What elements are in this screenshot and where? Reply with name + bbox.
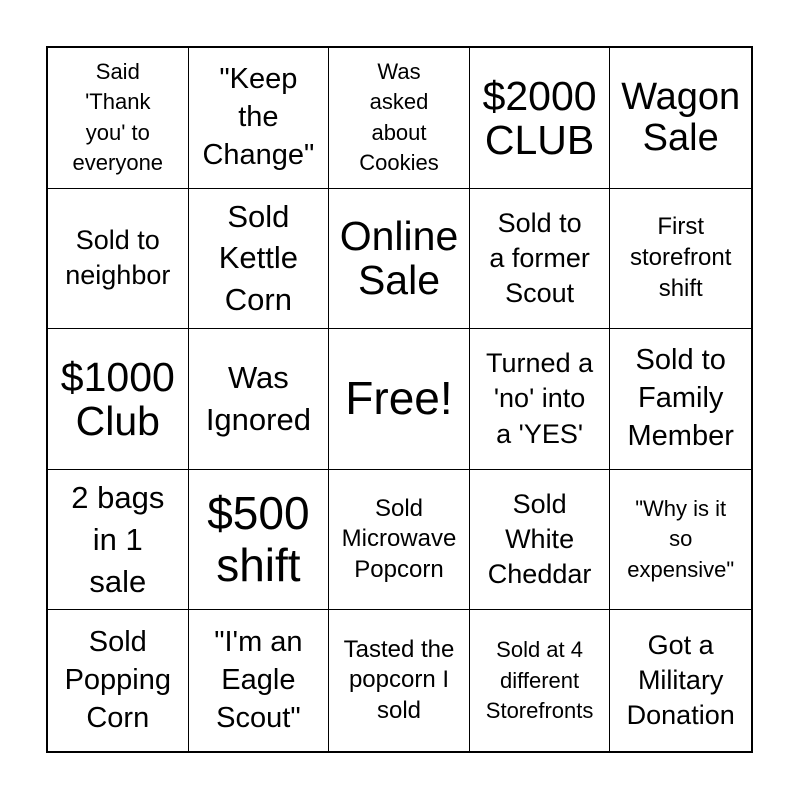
cell-label: Free! (345, 372, 453, 425)
cell-label: Online Sale (339, 213, 459, 304)
cell-label: $500 shift (207, 487, 310, 591)
cell-label: Turned a 'no' into a 'YES' (486, 348, 594, 449)
bingo-cell[interactable] (610, 470, 751, 611)
cell-label: Wagon Sale (621, 75, 741, 159)
bingo-cell[interactable] (189, 610, 330, 751)
cell-label: Tasted the popcorn I sold (343, 635, 455, 725)
bingo-cell[interactable] (48, 189, 189, 330)
bingo-cell[interactable] (48, 329, 189, 470)
bingo-cell[interactable] (189, 48, 330, 189)
bingo-cell[interactable] (48, 470, 189, 611)
cell-label: $1000 Club (60, 353, 175, 444)
cell-label: Sold Microwave Popcorn (341, 494, 457, 583)
bingo-cell[interactable] (470, 189, 611, 330)
cell-label: Sold to neighbor (65, 225, 171, 291)
cell-label: Was Ignored (205, 360, 311, 437)
bingo-cell[interactable] (470, 470, 611, 611)
cell-label: "Keep the Change" (202, 63, 315, 171)
bingo-cell[interactable] (189, 470, 330, 611)
cell-label: Said 'Thank you' to everyone (72, 59, 164, 176)
bingo-cell[interactable] (470, 610, 611, 751)
bingo-cell[interactable] (48, 610, 189, 751)
cell-label: Sold Popping Corn (64, 626, 172, 734)
cell-label: Sold White Cheddar (487, 488, 592, 590)
bingo-board (46, 46, 753, 753)
bingo-cell[interactable] (610, 189, 751, 330)
cell-label: Sold at 4 different Storefronts (485, 637, 594, 723)
bingo-cell[interactable] (470, 329, 611, 470)
cell-label: "I'm an Eagle Scout" (214, 626, 303, 734)
bingo-cell[interactable] (189, 189, 330, 330)
bingo-cell[interactable] (329, 48, 470, 189)
bingo-cell[interactable] (329, 610, 470, 751)
cell-label: Sold to a former Scout (489, 207, 590, 308)
bingo-cell[interactable] (329, 329, 470, 470)
cell-label: 2 bags in 1 sale (71, 479, 165, 599)
cell-label: Got a Military Donation (626, 630, 735, 731)
bingo-cell[interactable] (48, 48, 189, 189)
bingo-cell[interactable] (610, 48, 751, 189)
cell-label: First storefront shift (630, 213, 732, 302)
bingo-cell[interactable] (470, 48, 611, 189)
bingo-cell[interactable] (610, 329, 751, 470)
cell-label: $2000 CLUB (482, 72, 597, 163)
cell-label: Sold to Family Member (627, 344, 734, 452)
bingo-cell[interactable] (329, 189, 470, 330)
bingo-cell[interactable] (329, 470, 470, 611)
bingo-cell[interactable] (610, 610, 751, 751)
bingo-cell[interactable] (189, 329, 330, 470)
cell-label: Was asked about Cookies (359, 59, 439, 176)
cell-label: Sold Kettle Corn (218, 198, 299, 318)
cell-label: "Why is it so expensive" (627, 496, 735, 582)
